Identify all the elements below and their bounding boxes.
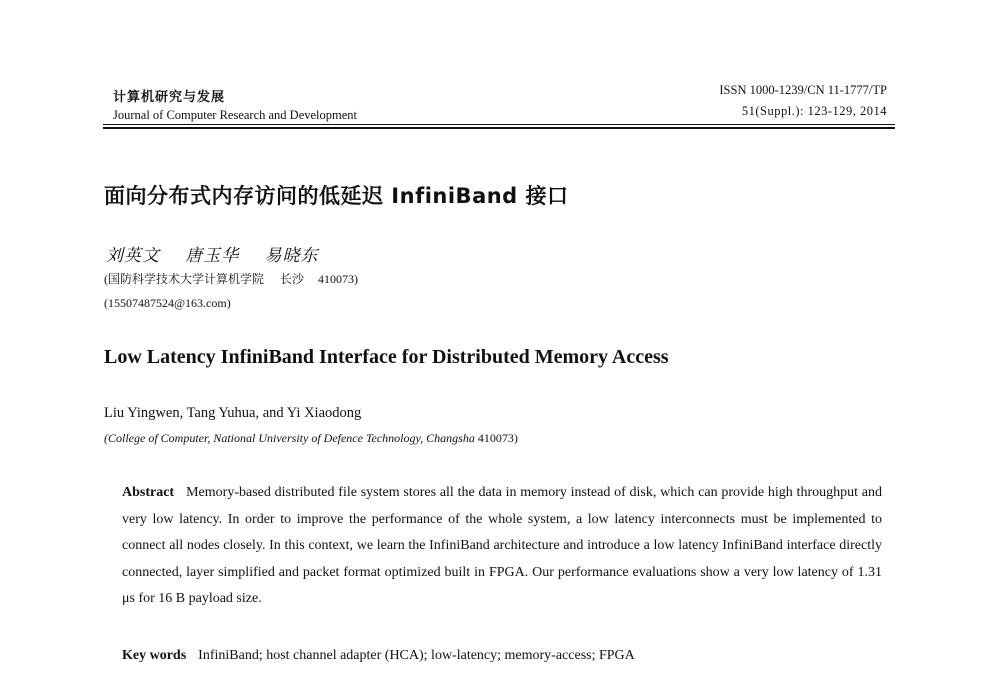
affiliation-cn-org: (国防科学技术大学计算机学院: [104, 272, 264, 286]
affiliation-en-org: (College of Computer, National University of Defence Technology, Changsha: [104, 431, 475, 445]
abstract: [122, 480, 882, 613]
volume-pages: 51(Suppl.): 123-129, 2014: [741, 104, 887, 118]
keywords: [122, 648, 635, 664]
abstract-text: Memory-based distributed file system stores all the data in memory instead of disk, which can provide high throughput and very low latency. In order to improve the performance of the whole system, a low latency interconnects must be implemented to connect all nodes closely. In this context, we learn the InfiniBand architecture and introduce a low latency InfiniBand interface directly connected, layer simplified and packet format optimized built in FPGA. Our performance evaluations show a very low latency of 1.31 μs for 16 B payload size.: [122, 485, 882, 607]
authors-cn: [106, 241, 339, 266]
abstract-label: Abstract: [122, 485, 175, 500]
affiliation-en-zip: 410073): [477, 431, 518, 445]
author-cn-2: 唐玉华: [185, 246, 240, 265]
issn-line: ISSN 1000-1239/CN 11-1777/TP: [719, 83, 887, 97]
header-rule-thin: [103, 124, 895, 125]
affiliation-en: [104, 431, 518, 446]
keywords-text: InfiniBand; host channel adapter (HCA); low-latency; memory-access; FPGA: [198, 648, 635, 663]
affiliation-cn: [104, 270, 358, 287]
affiliation-cn-city: 长沙: [280, 272, 305, 286]
author-cn-3: 易晓东: [264, 246, 319, 265]
authors-en: Liu Yingwen, Tang Yuhua, and Yi Xiaodong: [104, 405, 362, 421]
paper-title-en: Low Latency InfiniBand Interface for Distributed Memory Access: [104, 346, 669, 368]
keywords-label: Key words: [122, 648, 187, 663]
author-email: (15507487524@163.com): [104, 296, 231, 310]
paper-title-cn: 面向分布式内存访问的低延迟 InfiniBand 接口: [104, 184, 569, 208]
header-rule-thick: [103, 127, 895, 129]
author-cn-1: 刘英文: [106, 246, 160, 265]
journal-name-en: Journal of Computer Research and Development: [113, 108, 358, 122]
affiliation-cn-zip: 410073): [318, 272, 359, 286]
journal-name-cn: 计算机研究与发展: [113, 89, 226, 104]
